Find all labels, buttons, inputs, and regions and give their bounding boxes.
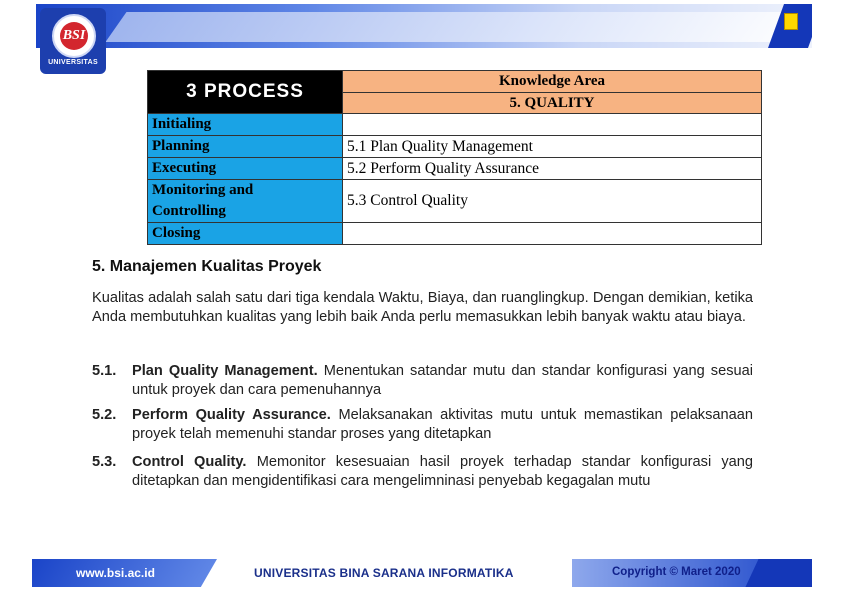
value-cell: 5.2 Perform Quality Assurance [343,158,762,180]
knowledge-area-label: Knowledge Area [343,71,762,93]
item-text [132,406,753,444]
process-cell [148,180,343,223]
table-row [148,114,762,136]
process-cell: Executing [148,158,343,180]
table-header-row [148,71,762,93]
value-cell [343,114,762,136]
process-cell-line: Monitoring and [152,182,254,198]
process-cell: Closing [148,223,343,245]
item-number: 5.1. [92,363,117,379]
item-title: Perform Quality Assurance. [132,407,331,423]
item-number: 5.3. [92,454,117,470]
footer-university-name: UNIVERSITAS BINA SARANA INFORMATIKA [254,566,514,580]
yellow-square-icon [784,13,798,30]
list-item [92,453,753,491]
process-header: 3 PROCESS [148,71,343,114]
logo-emblem-icon [52,14,96,58]
value-cell [343,223,762,245]
item-description: Menentukan satandar mutu dan standar konfigurasi yang sesuai untuk proyek dan cara pemenuhannya [132,363,753,398]
item-description: Melaksanakan aktivitas mutu untuk memastikan pelaksanaan proyek telah memenuhi standar proses yang ditetapkan [132,407,753,442]
process-cell: Initialing [148,114,343,136]
logo-text: UNIVERSITAS [48,59,98,66]
footer-url-link[interactable]: www.bsi.ac.id [76,566,155,580]
list-item [92,406,753,444]
item-title: Plan Quality Management. [132,363,318,379]
item-text [132,362,753,400]
table-row [148,136,762,158]
logo-mark: BSI [60,22,88,50]
item-description: Memonitor kesesuaian hasil proyek terhadap standar konfigurasi yang ditetapkan dan mengidentifikasi cara mengelimninasi penyebab kegagalan mutu [132,454,754,489]
table-row [148,223,762,245]
section-title: 5. Manajemen Kualitas Proyek [92,258,322,275]
item-text [132,453,753,491]
intro-paragraph: Kualitas adalah salah satu dari tiga kendala Waktu, Biaya, dan ruanglingkup. Dengan demikian, ketika Anda membutuhkan kualitas yang lebih baik Anda perlu memasukkan lebih banyak waktu atau biaya. [92,290,753,325]
knowledge-area-value: 5. QUALITY [343,93,762,114]
process-table [147,70,762,245]
process-cell: Planning [148,136,343,158]
university-logo [40,8,106,74]
item-number: 5.2. [92,407,117,423]
value-cell: 5.3 Control Quality [343,180,762,223]
process-cell-line: Controlling [152,203,226,219]
list-item [92,362,753,400]
item-title: Control Quality. [132,454,247,470]
header-band-stripe [105,12,812,42]
footer-band [32,559,812,587]
footer-copyright: Copyright © Maret 2020 [612,566,741,578]
table-row [148,180,762,223]
value-cell: 5.1 Plan Quality Management [343,136,762,158]
header-band [36,4,812,48]
table-row [148,158,762,180]
